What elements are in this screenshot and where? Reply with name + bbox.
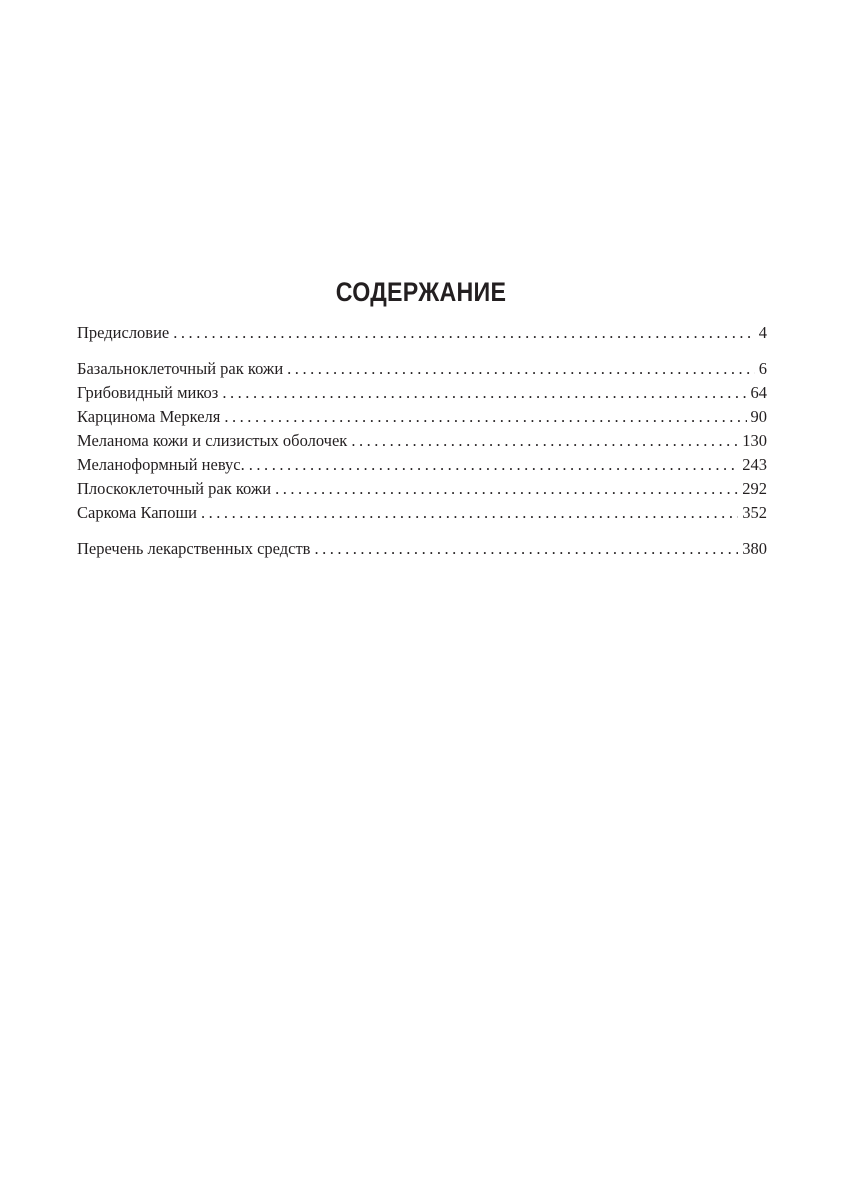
- dot-leader: [224, 405, 746, 429]
- dot-leader: [173, 321, 755, 345]
- toc-entry-label: Перечень лекарственных средств: [77, 539, 311, 558]
- toc-entry-label: Плоскоклеточный рак кожи: [77, 479, 272, 498]
- dot-leader: [314, 537, 738, 561]
- toc-entry-page: 352: [742, 503, 767, 522]
- dot-leader: [201, 501, 738, 525]
- toc-entry-page: 292: [742, 479, 767, 498]
- table-of-contents: [77, 321, 767, 561]
- toc-entry-label: Саркома Капоши: [77, 503, 197, 522]
- page-title: СОДЕРЖАНИЕ: [335, 277, 507, 307]
- toc-entry-kaposi: [77, 501, 767, 525]
- toc-entry-label: Грибовидный микоз: [77, 383, 219, 402]
- dot-leader: [351, 429, 738, 453]
- toc-entry-nevus: [77, 453, 767, 477]
- toc-entry-page: 6: [758, 359, 767, 378]
- toc-entry-label: Меланоформный невус.: [77, 455, 245, 474]
- toc-entry-label: Меланома кожи и слизистых оболочек: [77, 431, 348, 450]
- dot-leader: [249, 453, 739, 477]
- toc-entry-page: 130: [742, 431, 767, 450]
- dot-leader: [222, 381, 746, 405]
- toc-entry-basal-cell: [77, 357, 767, 381]
- toc-entry-label: Базальноклеточный рак кожи: [77, 359, 284, 378]
- toc-entry-label: Карцинома Меркеля: [77, 407, 221, 426]
- toc-entry-preface: [77, 321, 767, 345]
- toc-entry-page: 4: [758, 323, 767, 342]
- toc-entry-merkel: [77, 405, 767, 429]
- toc-entry-squamous-cell: [77, 477, 767, 501]
- toc-entry-melanoma: [77, 429, 767, 453]
- toc-entry-page: 243: [742, 455, 767, 474]
- toc-entry-page: 380: [742, 539, 767, 558]
- toc-entry-label: Предисловие: [77, 323, 170, 342]
- dot-leader: [275, 477, 738, 501]
- toc-entry-page: 90: [750, 407, 767, 426]
- dot-leader: [287, 357, 755, 381]
- toc-entry-page: 64: [750, 383, 767, 402]
- toc-entry-drug-list: [77, 537, 767, 561]
- toc-entry-mycosis: [77, 381, 767, 405]
